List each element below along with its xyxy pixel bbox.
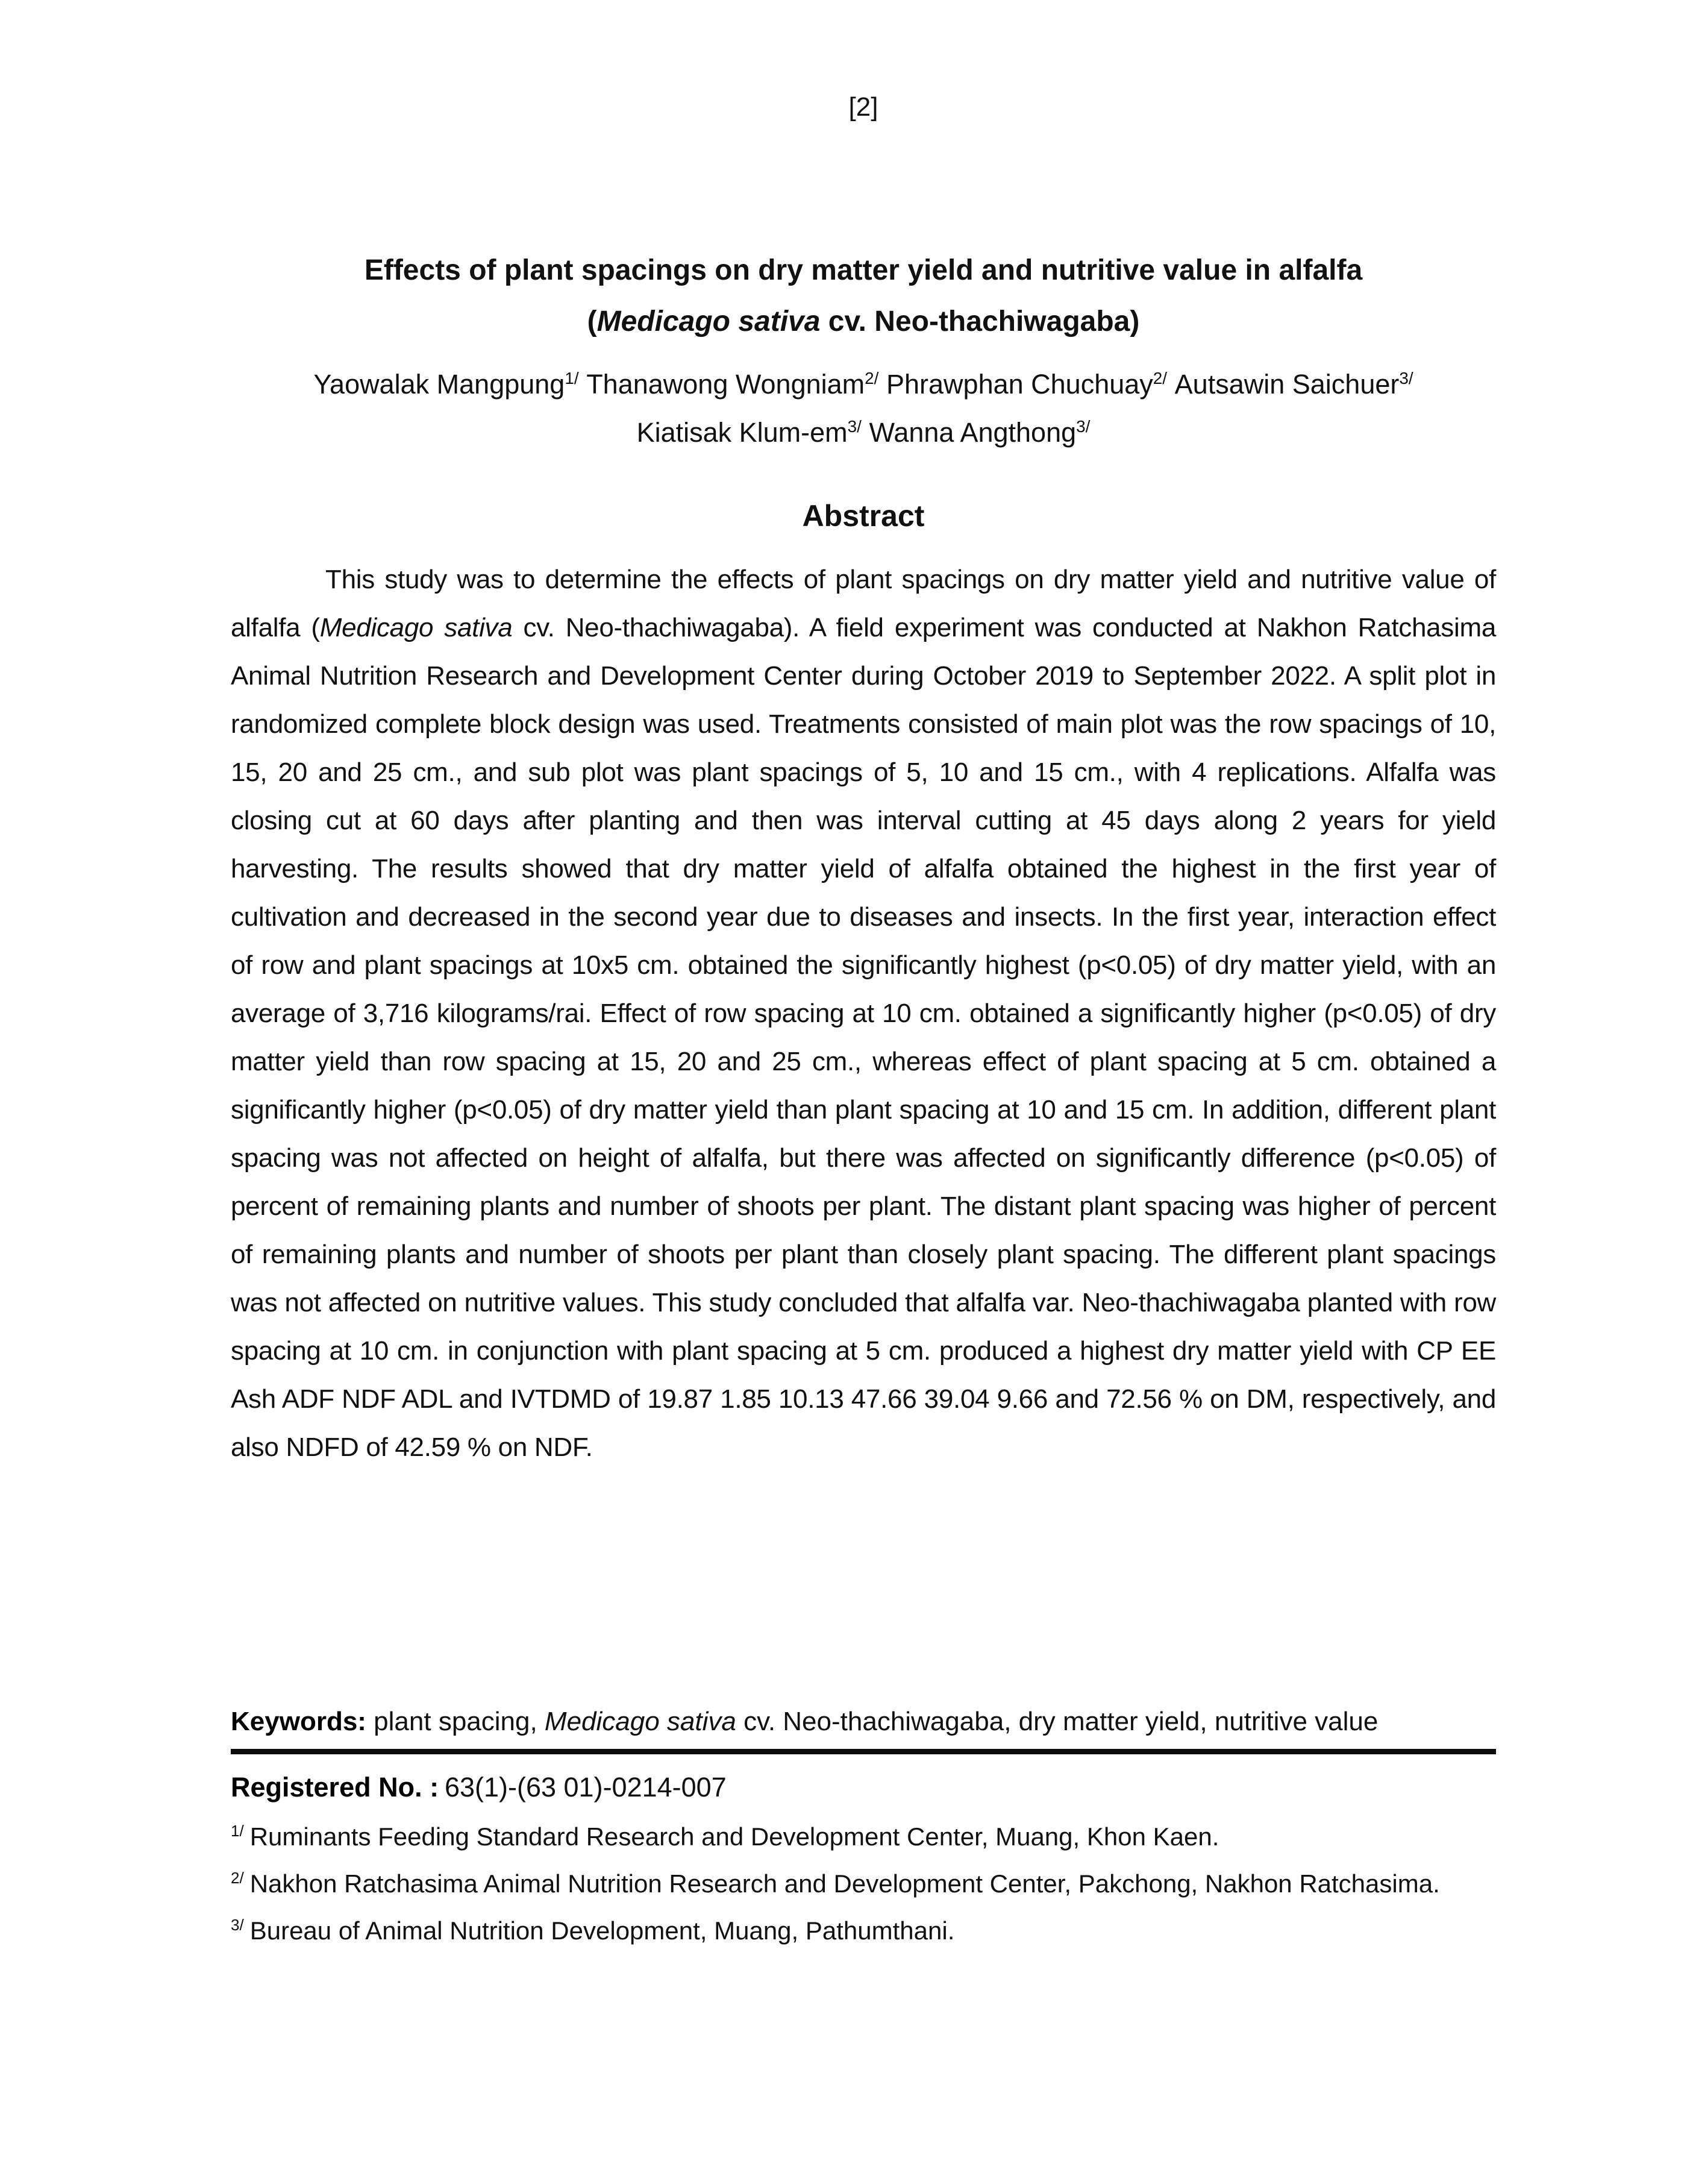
author-affiliation-mark: 1/ bbox=[565, 369, 579, 388]
abstract-body bbox=[231, 556, 1496, 1472]
author-affiliation-mark: 2/ bbox=[865, 369, 879, 388]
registered-label: Registered No. : bbox=[231, 1772, 439, 1803]
author bbox=[586, 369, 878, 400]
keywords-line bbox=[231, 1704, 1496, 1739]
footnote-mark: 1/ bbox=[231, 1822, 244, 1840]
author-affiliation-mark: 3/ bbox=[847, 417, 862, 436]
keywords-label: Keywords: bbox=[231, 1707, 366, 1736]
author-name: Wanna Angthong bbox=[869, 417, 1077, 448]
keywords-text-post: cv. Neo-thachiwagaba, dry matter yield, nutritive value bbox=[736, 1707, 1379, 1736]
footnote-text: Nakhon Ratchasima Animal Nutrition Research and Development Center, Pakchong, Nakhon Ratchasima. bbox=[249, 1869, 1440, 1898]
title-cultivar: cv. Neo-thachiwagaba) bbox=[820, 306, 1140, 337]
species-name-italic: Medicago sativa bbox=[319, 613, 513, 642]
author-list bbox=[231, 360, 1496, 457]
footnote-text: Ruminants Feeding Standard Research and Development Center, Muang, Khon Kaen. bbox=[249, 1822, 1219, 1851]
footnote-divider-rule bbox=[231, 1749, 1496, 1754]
author-affiliation-mark: 3/ bbox=[1399, 369, 1413, 388]
author-line-2 bbox=[231, 409, 1496, 457]
footnote-text: Bureau of Animal Nutrition Development, Muang, Pathumthani. bbox=[249, 1916, 955, 1945]
footnote-2 bbox=[231, 1860, 1496, 1907]
abstract-text-post: cv. Neo-thachiwagaba). A field experiment was conducted at Nakhon Ratchasima Animal Nutrition Research and Development Center during October 2019 to September 2022. A split plot in randomized complete block design was used. Treatments consisted of main plot was the row spacings of 10, 15, 20 and 25 cm., and sub plot was plant spacings of 5, 10 and 15 cm., with 4 replications. Alfalfa was closing cut at 60 days after planting and then was interval cutting at 45 days along 2 years for yield harvesting. The results showed that dry matter yield of alfalfa obtained the highest in the first year of cultivation and decreased in the second year due to diseases and insects. In the first year, interaction effect of row and plant spacings at 10x5 cm. obtained the significantly highest (p<0.05) of dry matter yield, with an average of 3,716 kilograms/rai. Effect of row spacing at 10 cm. obtained a significantly higher (p<0.05) of dry matter yield than row spacing at 15, 20 and 25 cm., whereas effect of plant spacing at 5 cm. obtained a significantly higher (p<0.05) of dry matter yield than plant spacing at 10 and 15 cm. In addition, different plant spacing was not affected on height of alfalfa, but there was affected on significantly difference (p<0.05) of percent of remaining plants and number of shoots per plant. The distant plant spacing was higher of percent of remaining plants and number of shoots per plant than closely plant spacing. The different plant spacings was not affected on nutritive values. This study concluded that alfalfa var. Neo-thachiwagaba planted with row spacing at 10 cm. in conjunction with plant spacing at 5 cm. produced a highest dry matter yield with CP EE Ash ADF NDF ADL and IVTDMD of 19.87 1.85 10.13 47.66 39.04 9.66 and 72.56 % on DM, respectively, and also NDFD of 42.59 % on NDF. bbox=[231, 613, 1496, 1462]
registered-number-line bbox=[231, 1770, 1496, 1805]
paper-title-line2 bbox=[231, 296, 1496, 347]
author bbox=[869, 417, 1091, 448]
footnote-mark: 2/ bbox=[231, 1869, 244, 1887]
page-number: [2] bbox=[848, 92, 878, 122]
footer-section bbox=[231, 1704, 1496, 1954]
title-paren-open: ( bbox=[587, 306, 597, 337]
keywords-text-pre: plant spacing, bbox=[366, 1707, 545, 1736]
author-line-1 bbox=[231, 360, 1496, 409]
paper-title bbox=[231, 245, 1496, 347]
abstract-text-pre: This study was to determine the effects of plant spacings on dry matter yield and nutritive value of alfalfa ( bbox=[231, 565, 1496, 642]
paper-title-line1: Effects of plant spacings on dry matter yield and nutritive value in alfalfa bbox=[364, 254, 1363, 286]
author-name: Yaowalak Mangpung bbox=[313, 369, 565, 400]
author bbox=[886, 369, 1167, 400]
author-name: Phrawphan Chuchuay bbox=[886, 369, 1153, 400]
footnotes bbox=[231, 1813, 1496, 1954]
author bbox=[1175, 369, 1413, 400]
author-affiliation-mark: 2/ bbox=[1153, 369, 1168, 388]
footnote-mark: 3/ bbox=[231, 1916, 244, 1934]
author-name: Thanawong Wongniam bbox=[586, 369, 865, 400]
author-affiliation-mark: 3/ bbox=[1076, 417, 1091, 436]
author bbox=[313, 369, 578, 400]
author bbox=[637, 417, 862, 448]
author-name: Kiatisak Klum-em bbox=[636, 417, 848, 448]
footnote-3 bbox=[231, 1907, 1496, 1954]
species-name-italic: Medicago sativa bbox=[544, 1707, 736, 1736]
abstract-heading: Abstract bbox=[802, 499, 925, 533]
species-name-italic: Medicago sativa bbox=[596, 306, 821, 337]
footnote-1 bbox=[231, 1813, 1496, 1860]
registered-value: 63(1)-(63 01)-0214-007 bbox=[444, 1772, 727, 1803]
author-name: Autsawin Saichuer bbox=[1174, 369, 1400, 400]
